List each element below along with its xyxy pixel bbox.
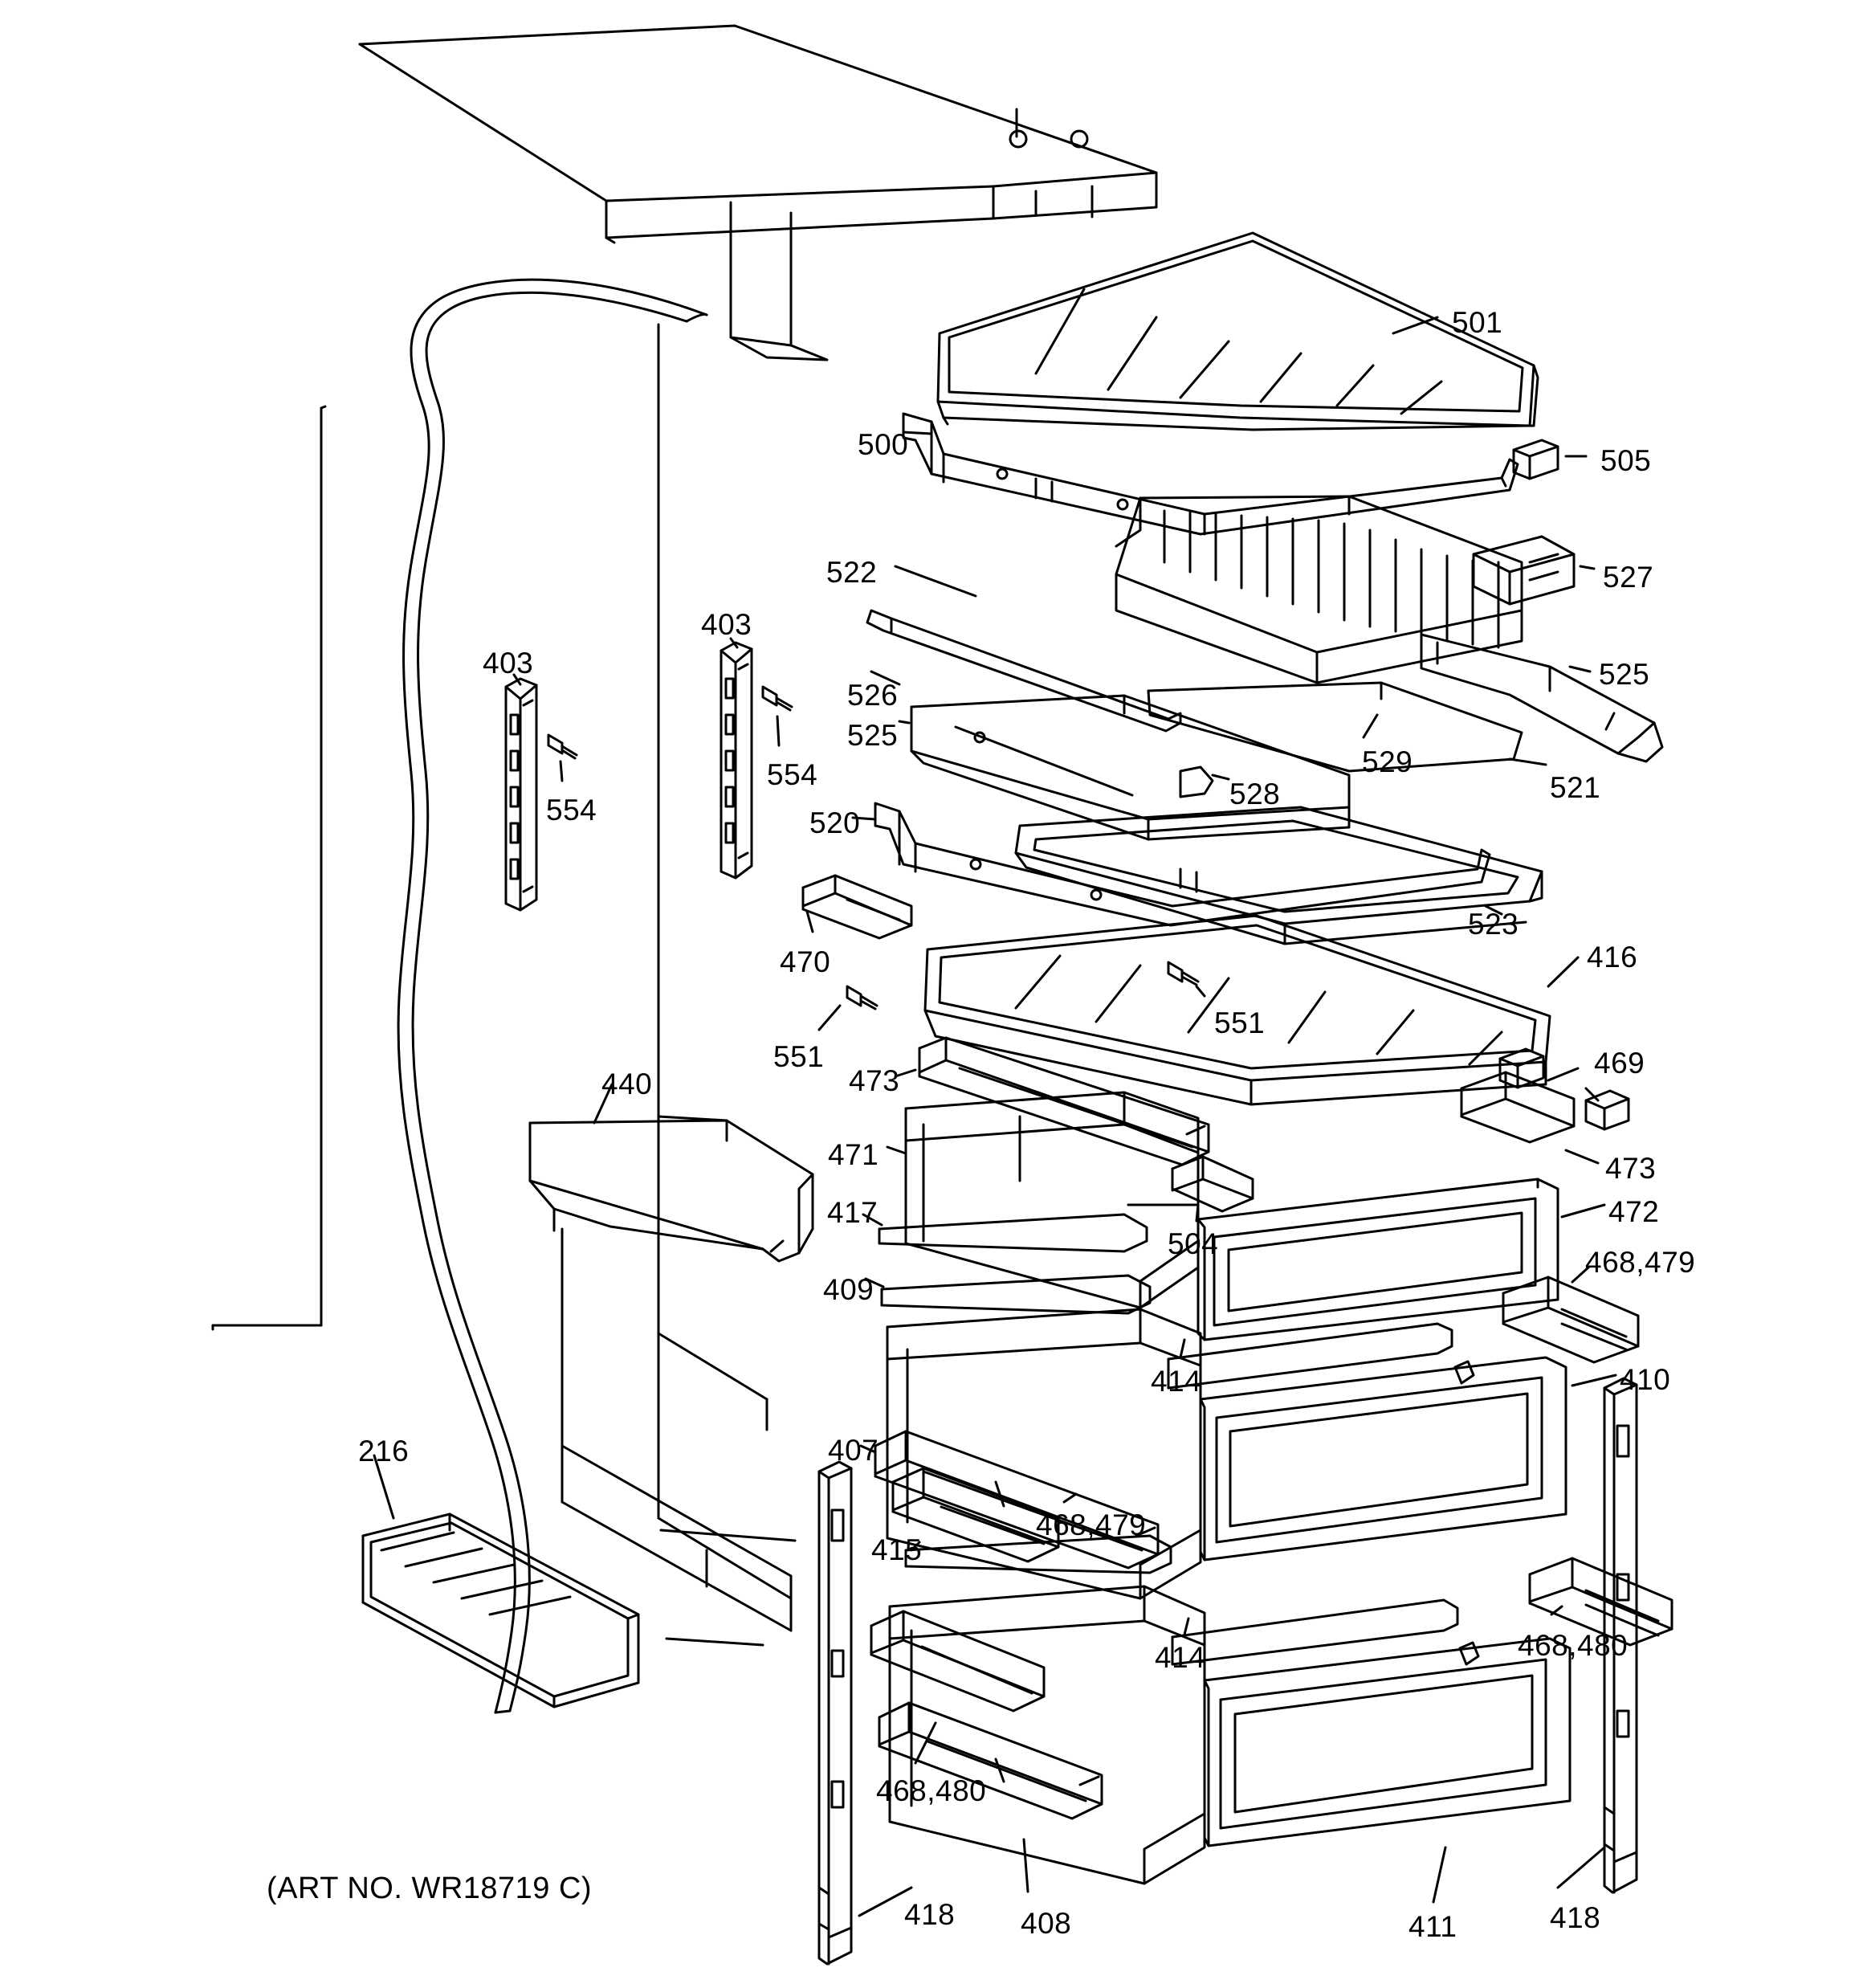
part-521-shelf [1148,683,1522,771]
part-468-479-slide-right [1503,1277,1638,1362]
callout-403-right: 403 [701,608,752,641]
leader-468479b [1064,1494,1076,1502]
leader-408 [1024,1839,1028,1892]
callout-416: 416 [1587,941,1638,974]
leader-522 [895,566,976,596]
callout-407: 407 [828,1434,879,1467]
callout-521: 521 [1550,771,1601,804]
part-471-bin [906,1092,1198,1308]
part-551-screw-b [847,986,877,1009]
part-418-left-trim [819,1462,851,1964]
callout-418-right: 418 [1550,1901,1601,1934]
leader-471 [887,1147,906,1153]
callout-468-480-right: 468,480 [1518,1629,1629,1662]
part-522-wire-rack [1116,496,1522,683]
part-411-drawer [890,1586,1205,1884]
part-411-drawer-front [1205,1639,1570,1846]
callout-411: 411 [1408,1910,1457,1943]
callout-418-left: 418 [904,1898,956,1931]
part-554-screw-right [763,687,792,710]
callout-526: 526 [847,679,899,712]
callout-473-b: 473 [1605,1152,1657,1185]
leader-418b [1558,1847,1604,1888]
part-417-shelf [879,1214,1147,1251]
callout-440: 440 [601,1067,653,1100]
leader-525a [1570,667,1590,672]
callout-468-479-left: 468,479 [1036,1508,1147,1541]
leader-416 [1548,957,1578,986]
callout-554-right: 554 [767,758,818,791]
callout-500: 500 [858,428,909,461]
part-469-clip-b [1586,1091,1629,1129]
callout-471: 471 [828,1138,879,1171]
art-number-label: (ART NO. WR18719 C) [267,1872,593,1905]
callout-403-left: 403 [483,647,534,680]
part-527-end-cap [1474,537,1574,604]
door-gasket-tubing [398,280,707,1712]
part-551-screw-a [1168,962,1198,985]
leader-554a [561,761,562,781]
callout-529: 529 [1362,745,1413,778]
callout-417: 417 [827,1196,879,1229]
callout-522: 522 [826,556,878,589]
callout-505: 505 [1600,444,1652,477]
leader-554b [777,716,779,745]
leader-528 [1213,775,1229,779]
leader-525b [899,721,909,723]
callout-216: 216 [358,1435,410,1468]
part-410-drawer-front [1201,1357,1566,1560]
leader-414b [1184,1619,1188,1635]
part-504-rail [1172,1157,1253,1211]
callout-468-479-right: 468,479 [1585,1246,1696,1279]
part-468-480-slide-left [871,1611,1044,1711]
callout-470: 470 [780,945,831,978]
callout-472: 472 [1608,1195,1660,1228]
leader-551b [819,1006,840,1030]
callout-554-left: 554 [546,794,597,827]
callout-504: 504 [1168,1227,1219,1260]
callout-551-a: 551 [1214,1006,1266,1039]
part-473-rail-upper [919,1038,1209,1165]
callout-468-480-left: 468,480 [876,1774,987,1807]
callout-501: 501 [1452,306,1503,339]
part-520-rail [875,803,1490,925]
leader-469a [1548,1068,1578,1080]
leader-521 [1510,759,1546,765]
part-554-screw-left [548,735,577,758]
callout-415: 415 [871,1533,923,1566]
callout-528: 528 [1229,778,1281,810]
part-216-bin [363,1514,638,1707]
callout-525-right: 525 [1599,658,1650,691]
part-440-door-rail [530,1121,813,1261]
callout-408: 408 [1021,1907,1072,1940]
part-403-right-rail [721,643,752,878]
callout-409: 409 [823,1273,874,1306]
callout-551-b: 551 [773,1040,825,1073]
callout-414-upper: 414 [1151,1365,1202,1398]
part-409-shelf [882,1276,1150,1313]
leader-411 [1433,1847,1445,1902]
callout-473-a: 473 [849,1064,900,1097]
leader-414a [1180,1340,1184,1357]
leader-527 [1580,566,1594,569]
part-501-glass-shelf [938,233,1538,430]
part-500-rail [903,414,1518,534]
part-505-clip [1514,440,1558,479]
leader-473b [1566,1150,1598,1163]
callout-469: 469 [1594,1047,1645,1080]
leader-551a [1196,986,1205,996]
callout-410: 410 [1620,1363,1671,1396]
part-414-rail-upper [1168,1324,1452,1388]
part-470-rail [803,876,911,938]
callout-414-lower: 414 [1155,1641,1206,1674]
leader-410 [1572,1375,1616,1386]
leader-472 [1562,1205,1604,1217]
callout-523: 523 [1468,908,1519,941]
callout-527: 527 [1603,561,1654,594]
cabinet-wall [213,325,791,1598]
callout-520: 520 [809,806,861,839]
part-403-left-rail [506,679,536,910]
cabinet-lower-ledge [530,1116,795,1645]
leader-529 [1364,715,1377,737]
leader-470 [807,912,813,932]
part-526-rail [867,610,1180,731]
callout-525-left: 525 [847,719,899,752]
